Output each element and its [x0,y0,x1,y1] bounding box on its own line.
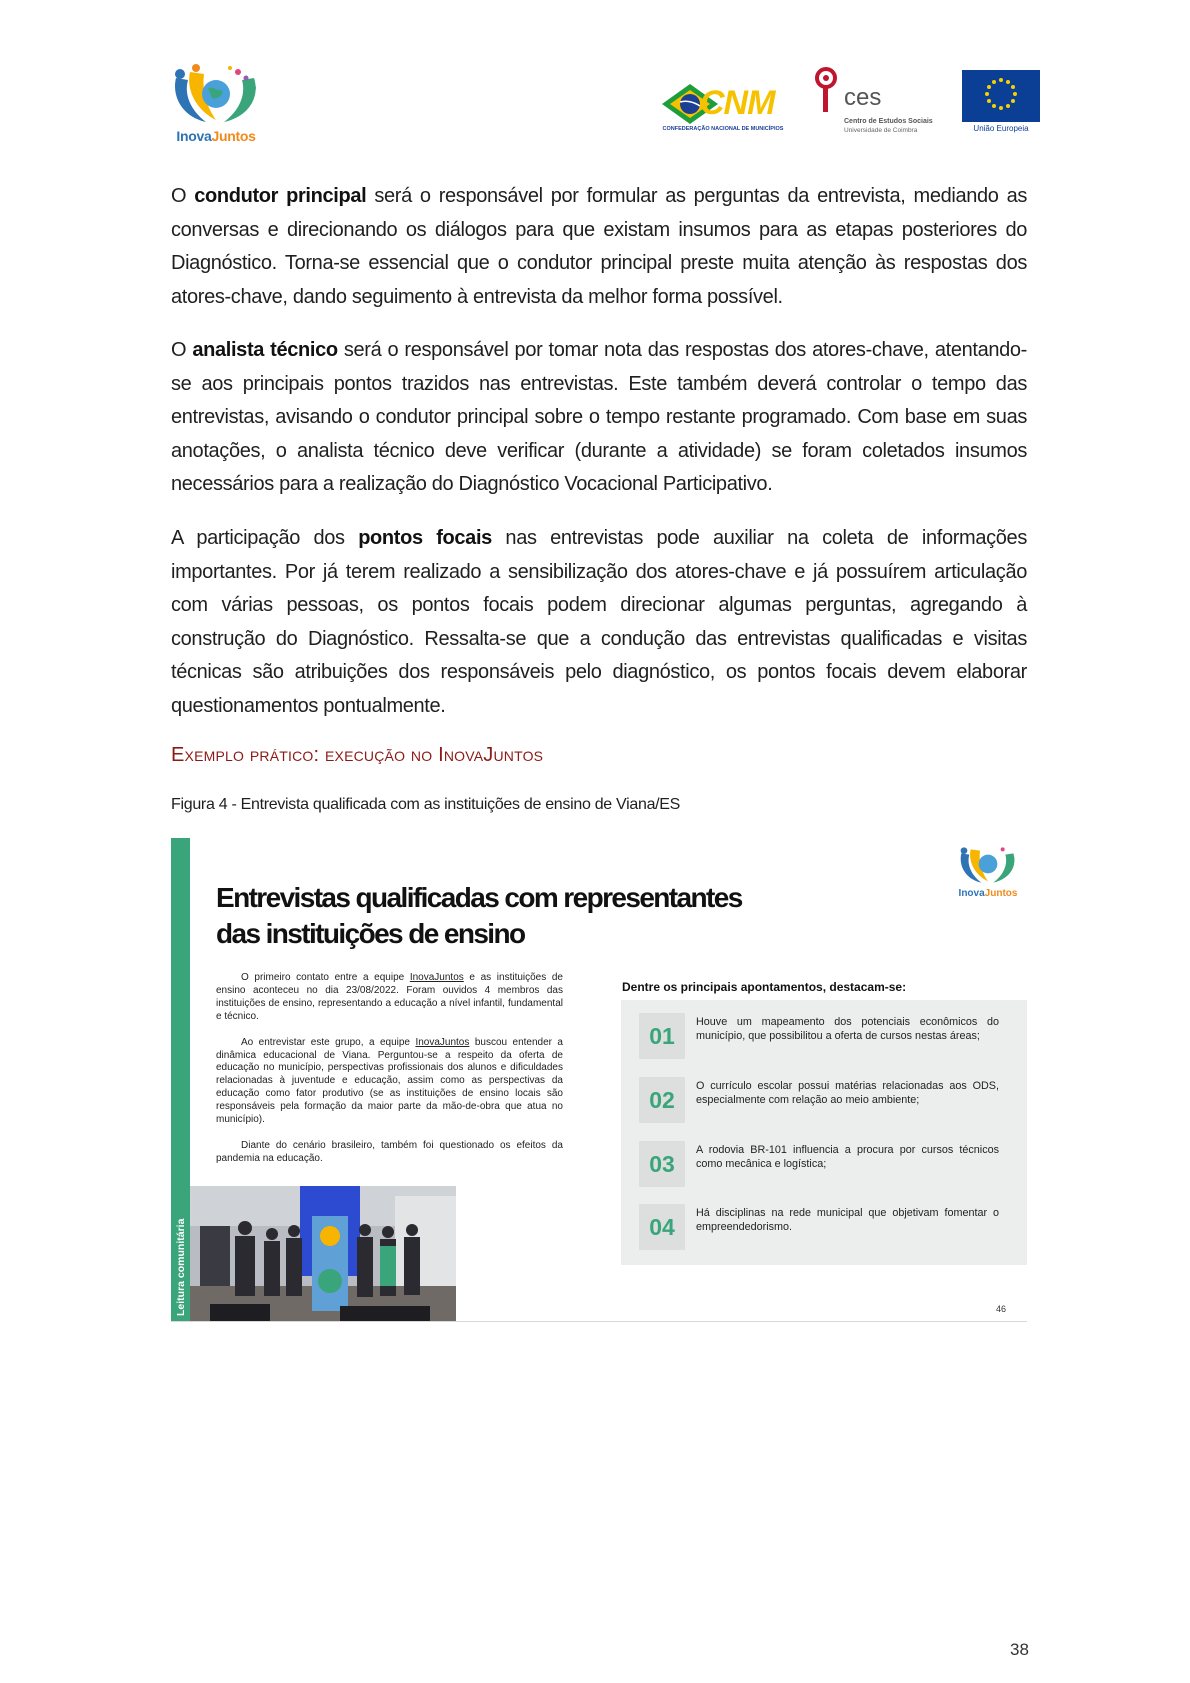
ces-logo-subtitle: Centro de Estudos Sociais [844,118,933,125]
inovajuntos-emblem-icon [166,64,266,130]
page-number: 38 [1010,1640,1029,1659]
list-item [639,1013,1019,1061]
slide-intro-paragraph: Diante do cenário brasileiro, também foi questionado os efeitos da pandemia na educação. [216,1139,563,1164]
inovajuntos-emblem-icon [953,844,1023,888]
slide-sidebar-label: Leitura comunitária [175,1218,187,1316]
slide-logo-text: InovaJuntos [958,888,1018,899]
eu-flag-icon [962,70,1040,122]
ces-logo-word: ces [844,84,882,111]
paragraph-analista-tecnico: O analista técnico será o responsável por tomar nota das respostas dos atores-chave, atentando-se aos principais pontos trazidos nas entrevistas. Este também deverá controlar o tempo das entrevistas, avisando o condutor principal sobre o tempo restante programado. Com base em suas anotações, o analista técnico deve verificar (durante a atividade) se foram coletados insumos necessários para a realização do Diagnóstico Vocacional Participativo. [171,339,1027,496]
cnm-logo-word: CNM [700,84,775,122]
item-number: 04 [639,1204,685,1250]
inovajuntos-logo [166,64,266,154]
item-text: Houve um mapeamento dos potenciais econômicos do município, que possibilitou a oferta de cursos nestas áreas; [696,1016,999,1043]
term-condutor-principal: condutor principal [194,185,367,207]
list-item [639,1141,1019,1189]
cnm-logo-subtitle: CONFEDERAÇÃO NACIONAL DE MUNICÍPIOS [662,126,784,132]
ces-logo [814,66,932,136]
inovajuntos-logo-text: InovaJuntos [176,128,256,144]
item-text: Há disciplinas na rede municipal que objetivam fomentar o empreendedorismo. [696,1207,999,1234]
list-item [639,1077,1019,1125]
item-number: 03 [639,1141,685,1187]
slide-title: Entrevistas qualificadas com representantes das instituições de ensino [216,882,742,949]
slide-intro-paragraph: Ao entrevistar este grupo, a equipe InovaJuntos buscou entender a dinâmica educacional de Viana. Perguntou-se a respeito da oferta de educação no município, perspectivas profissionais dos alunos e dificuldades relacionadas à juventude e educação, assim como as perspectivas da educação como fator produtivo (se as instituições de ensino locais são responsáveis pela formação da maior parte da mão-de-obra que atua no município). [216,1036,563,1126]
figure-slide [171,838,1027,1322]
ces-emblem-icon [814,66,842,114]
eu-logo-label: União Europeia [973,124,1029,133]
slide-number: 46 [996,1304,1007,1314]
eu-logo [962,70,1040,135]
item-text: A rodovia BR-101 influencia a procura por cursos técnicos como mecânica e logística; [696,1144,999,1171]
slide-list-heading: Dentre os principais apontamentos, destacam-se: [622,980,907,994]
ces-logo-university: Universidade de Coimbra [844,127,918,134]
item-number: 02 [639,1077,685,1123]
list-item [639,1204,1019,1252]
item-text: O currículo escolar possui matérias relacionadas aos ODS, especialmente com relação ao meio ambiente; [696,1080,999,1107]
section-title: Exemplo prático: execução no InovaJuntos [171,744,544,766]
cnm-logo [660,76,786,136]
group-photo [190,1186,456,1321]
slide-inovajuntos-logo [953,844,1023,902]
slide-intro-paragraph: O primeiro contato entre a equipe InovaJuntos e as instituições de ensino aconteceu no dia 23/08/2022. Foram ouvidos 4 membros das instituições de ensino, representando a educação a nível infantil, fundamental e técnico. [216,972,563,1022]
paragraph-condutor-principal: O condutor principal será o responsável por formular as perguntas da entrevista, mediando as conversas e direcionando os diálogos para que existam insumos para as etapas posteriores do Diagnóstico. Torna-se essencial que o condutor principal preste muita atenção às respostas dos atores-chave, dando seguimento à entrevista da melhor forma possível. [171,185,1028,308]
term-analista-tecnico: analista técnico [192,339,338,361]
item-number: 01 [639,1013,685,1059]
term-pontos-focais: pontos focais [358,527,492,549]
paragraph-pontos-focais: A participação dos pontos focais nas entrevistas pode auxiliar na coleta de informações importantes. Por já terem realizado a sensibilização dos atores-chave e já possuírem articulação com várias pessoas, os pontos focais podem direcionar algumas perguntas, agregando à construção do Diagnóstico. Ressalta-se que a condução das entrevistas qualificadas e visitas técnicas são atribuições dos responsáveis pelo diagnóstico, os pontos focais devem elaborar questionamentos pontualmente. [171,527,1027,717]
slide-intro-text [216,972,563,1179]
figure-caption: Figura 4 - Entrevista qualificada com as instituições de ensino de Viana/ES [171,796,681,813]
